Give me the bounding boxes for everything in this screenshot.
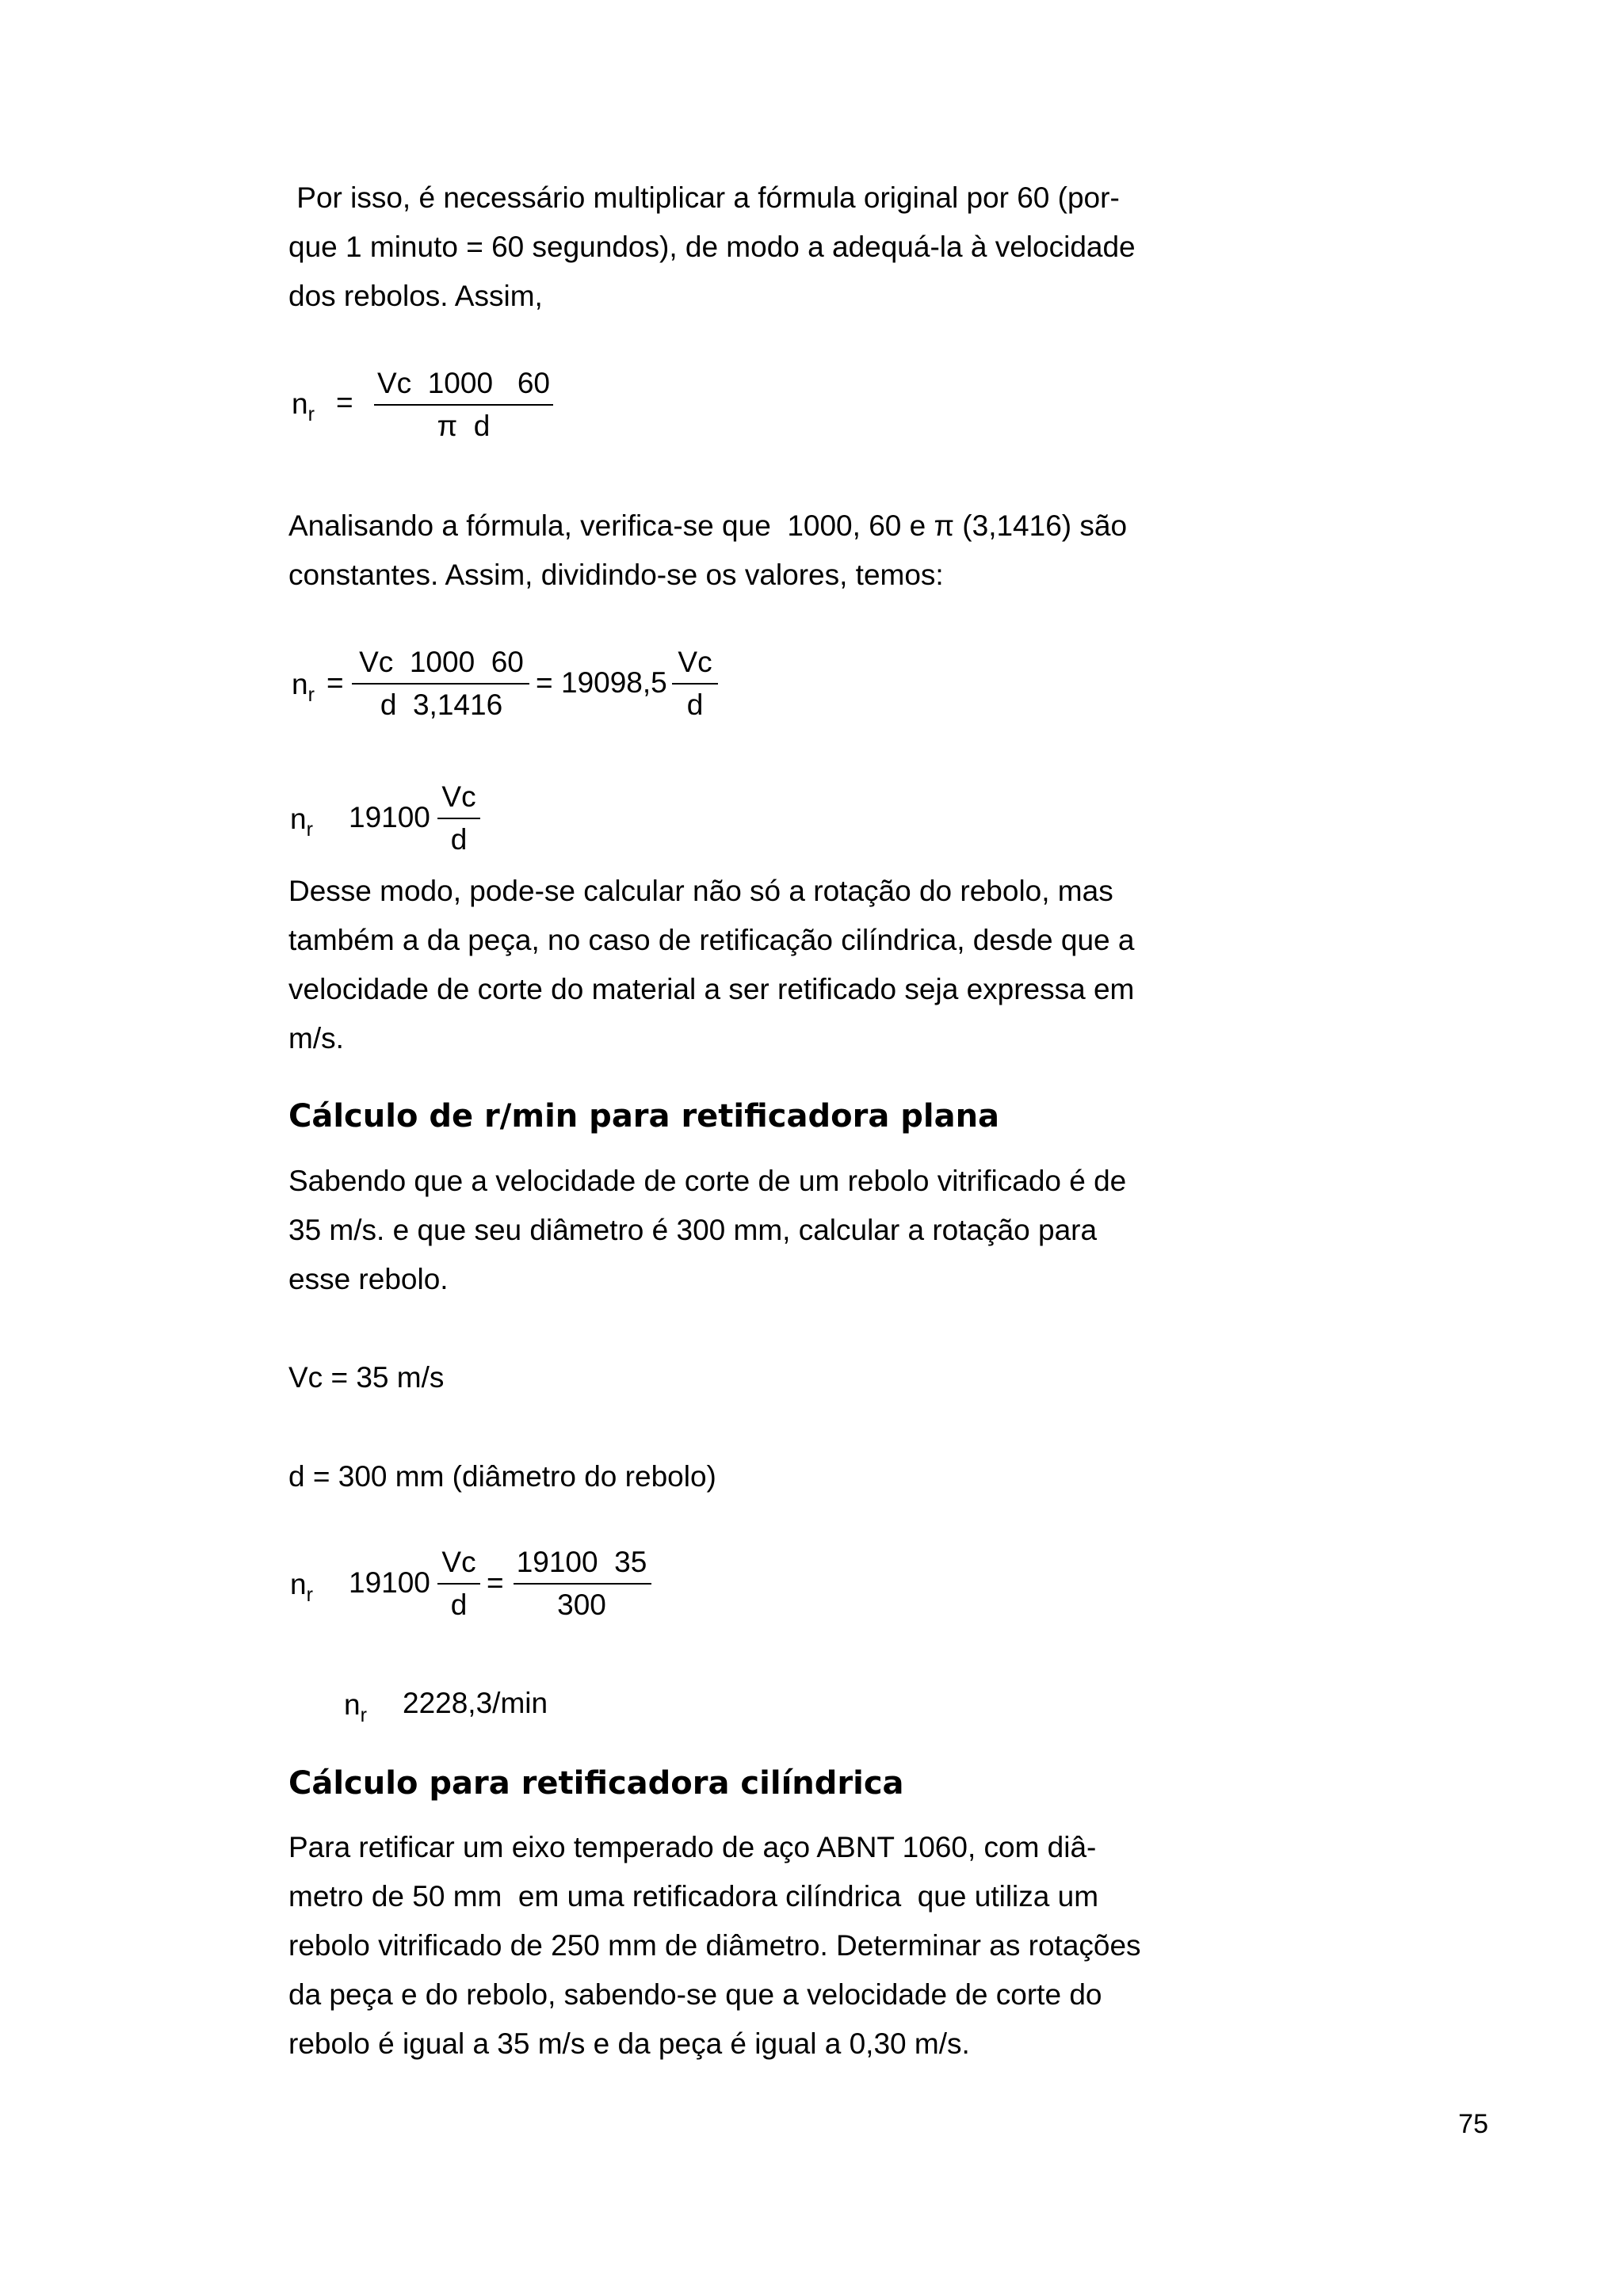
formula-equals: = (327, 666, 344, 699)
given-vc: Vc = 35 m/s (288, 1361, 445, 1394)
text-line: também a da peça, no caso de retificação cilíndrica, desde que a (288, 924, 1135, 956)
formula-equals: = (487, 1566, 504, 1599)
formula-numerator: Vc (441, 780, 476, 813)
formula-lhs: $n_r$ (292, 668, 315, 706)
formula-lhs: $n_r$ (292, 387, 315, 425)
formula-denominator: d (450, 1589, 468, 1621)
text-line: Analisando a fórmula, verifica-se que 1000, 60 e π (3,1416) são (288, 509, 1128, 542)
fraction-bar (437, 1583, 480, 1585)
text-line: metro de 50 mm em uma retificadora cilíndrica que utiliza um (288, 1880, 1099, 1913)
formula-coefficient: 19100 (349, 801, 430, 833)
formula-lhs: $n_r$ (290, 803, 313, 841)
formula-numerator-2: Vc (678, 646, 712, 678)
fraction-bar (672, 683, 718, 685)
fraction-bar (437, 818, 480, 819)
formula-numerator: Vc 1000 60 (376, 367, 551, 399)
section-heading-flat-grinder: Cálculo de r/min para retificadora plana (288, 1098, 1000, 1135)
text-line: m/s. (288, 1022, 344, 1055)
text-line: 35 m/s. e que seu diâmetro é 300 mm, calcular a rotação para (288, 1214, 1098, 1246)
formula-denominator: π d (437, 410, 491, 442)
formula-equals: = (336, 386, 353, 418)
formula-lhs: $n_r$ (290, 1568, 313, 1606)
paragraph-method (288, 867, 1208, 1063)
formula-numerator: Vc (441, 1546, 476, 1578)
formula-denominator-2: 300 (557, 1589, 606, 1621)
text-line: velocidade de corte do material a ser retificado seja expressa em (288, 973, 1135, 1005)
text-line: rebolo vitrificado de 250 mm de diâmetro. Determinar as rotações (288, 1929, 1141, 1962)
given-d: d = 300 mm (diâmetro do rebolo) (288, 1460, 716, 1493)
formula-denominator: d (450, 823, 468, 856)
fraction-bar (514, 1583, 651, 1585)
text-line: que 1 minuto = 60 segundos), de modo a adequá-la à velocidade (288, 231, 1136, 263)
text-line: esse rebolo. (288, 1263, 449, 1295)
fraction-bar (374, 404, 553, 406)
paragraph-intro (288, 174, 1208, 321)
text-line: da peça e do rebolo, sabendo-se que a velocidade de corte do (288, 1978, 1102, 2011)
formula-coefficient: 19100 (349, 1566, 430, 1599)
formula-coefficient: 19098,5 (561, 666, 667, 699)
formula-numerator: Vc 1000 60 (359, 646, 524, 678)
formula-denominator-2: d (686, 688, 704, 721)
paragraph-problem-flat (288, 1157, 1208, 1304)
formula-result: 2228,3/min (403, 1687, 548, 1719)
fraction-bar (352, 683, 529, 685)
text-line: Para retificar um eixo temperado de aço ABNT 1060, com diâ- (288, 1831, 1097, 1863)
text-line: Por isso, é necessário multiplicar a fórmula original por 60 (por- (288, 181, 1120, 214)
text-line: Desse modo, pode-se calcular não só a rotação do rebolo, mas (288, 875, 1113, 907)
formula-lhs: $n_r$ (344, 1688, 367, 1726)
text-line: rebolo é igual a 35 m/s e da peça é igual a 0,30 m/s. (288, 2027, 970, 2060)
text-line: dos rebolos. Assim, (288, 280, 543, 312)
page-number: 75 (1458, 2109, 1488, 2139)
text-line: constantes. Assim, dividindo-se os valores, temos: (288, 559, 944, 591)
paragraph-analysis (288, 502, 1208, 600)
paragraph-problem-cylindrical (288, 1823, 1208, 2069)
section-heading-cylindrical-grinder: Cálculo para retificadora cilíndrica (288, 1765, 904, 1802)
formula-denominator: d 3,1416 (380, 688, 503, 721)
formula-equals-2: = (536, 666, 553, 699)
formula-numerator-2: 19100 35 (516, 1546, 647, 1578)
text-line: Sabendo que a velocidade de corte de um rebolo vitrificado é de (288, 1165, 1127, 1197)
